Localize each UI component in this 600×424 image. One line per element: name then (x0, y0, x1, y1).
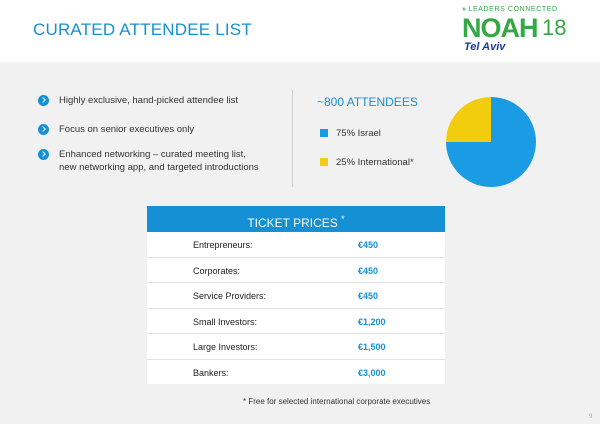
price-label: Service Providers: (193, 291, 267, 301)
chevron-right-icon (38, 95, 49, 106)
page-number: 9 (589, 414, 593, 420)
bullet-item: Focus on senior executives only (38, 123, 194, 136)
price-value: €1,500 (358, 342, 386, 352)
legend-swatch (320, 158, 328, 166)
pie-slice-international (446, 97, 491, 142)
chevron-right-icon (38, 149, 49, 160)
price-value: €1,200 (358, 316, 386, 327)
ticket-prices-table (147, 206, 445, 384)
logo-number: 18 (542, 15, 567, 40)
price-row (147, 283, 445, 309)
logo-tagline: » LEADERS CONNECTED (462, 6, 558, 13)
page-title: CURATED ATTENDEE LIST (33, 20, 252, 39)
price-label: Small Investors: (193, 316, 258, 327)
legend-item-israel: 75% Israel (320, 128, 381, 139)
price-row (147, 232, 445, 258)
price-row (147, 334, 445, 360)
price-row (147, 309, 445, 335)
logo-name: NOAH (462, 13, 538, 43)
attendee-pie-chart (445, 96, 537, 188)
bullet-item: Enhanced networking – curated meeting list, new networking app, and targeted introductions (38, 148, 259, 174)
price-row (147, 360, 445, 385)
price-value: €450 (358, 265, 379, 276)
legend-item-international: 25% International* (320, 157, 414, 168)
header (0, 0, 600, 62)
price-value: €450 (358, 240, 379, 250)
chevron-right-icon (38, 124, 49, 135)
attendees-title: ~800 ATTENDEES (317, 95, 418, 109)
noah-logo (462, 6, 572, 56)
price-label: Corporates: (193, 265, 241, 276)
bullet-item: Highly exclusive, hand-picked attendee list (38, 94, 238, 107)
price-row (147, 258, 445, 284)
price-value: €3,000 (358, 367, 386, 378)
price-value: €450 (358, 291, 379, 301)
legend-swatch (320, 129, 328, 137)
price-label: Entrepreneurs: (193, 240, 253, 250)
logo-city: Tel Aviv (464, 41, 506, 53)
ticket-prices-header: TICKET PRICES * (147, 206, 445, 232)
price-label: Bankers: (193, 367, 229, 378)
price-label: Large Investors: (193, 342, 258, 352)
section-divider (292, 90, 293, 187)
double-chevron-icon: » (462, 6, 467, 13)
footnote: * Free for selected international corporate executives (243, 397, 431, 406)
